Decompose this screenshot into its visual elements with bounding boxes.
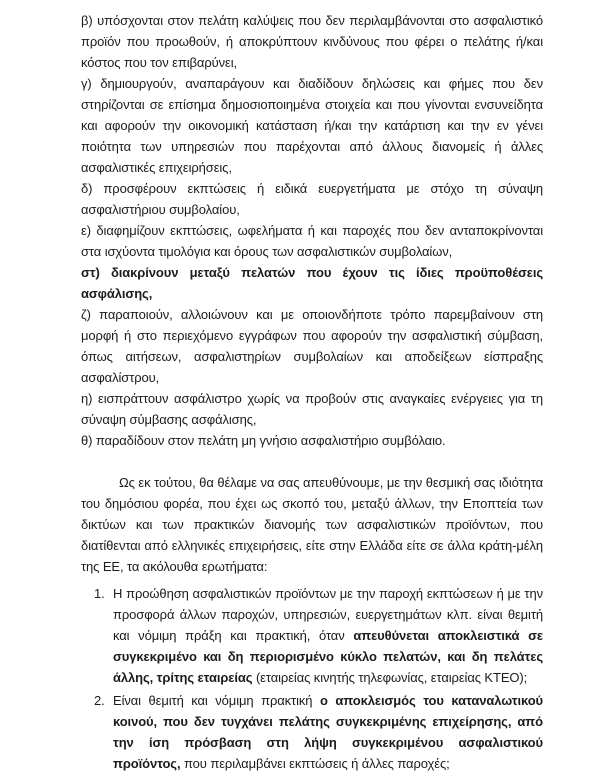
- lettered-paragraphs-section: [81, 10, 543, 577]
- text-segment: Ως εκ τούτου, θα θέλαμε να σας απευθύνουμε, με την θεσμική σας ιδιότητα του δημόσιου φορέα, που έχει ως σκοπό του, μεταξύ άλλων, την Εποπτεία των δικτύων και των πρακτικών διανομής των ασφαλιστικών προϊόντων, που διατίθενται από ελληνικές επιχειρήσεις, είτε στην Ελλάδα είτε σε άλλα κράτη-μέλη της ΕΕ, τα ακόλουθα ερωτήματα:: [81, 475, 543, 574]
- question-2: [94, 690, 543, 774]
- text-segment: ε) διαφημίζουν εκπτώσεις, ωφελήματα ή και παροχές που δεν ανταποκρίνονται στα ισχύοντα τιμολόγια και όρους των ασφαλιστικών συμβολαίων,: [81, 223, 543, 259]
- text-segment: β) υπόσχονται στον πελάτη καλύψεις που δεν περιλαμβάνονται στο ασφαλιστικό προϊόν που προωθούν, ή αποκρύπτουν κινδύνους που φέρει ο πελάτης ή/και κόστος που τον επιβαρύνει,: [81, 13, 543, 70]
- text-segment: Η προώθηση ασφαλιστικών προϊόντων με την παροχή εκπτώσεων ή με την προσφορά άλλων παροχών, υπηρεσιών, ευεργετημάτων κλπ. είναι θεμιτή και νόμιμη πράξη και πρακτική, όταν: [113, 586, 543, 643]
- question-1: [94, 583, 543, 688]
- text-segment: (εταιρείας κινητής τηλεφωνίας, εταιρείας ΚΤΕΟ);: [252, 670, 528, 685]
- para-eta: [81, 388, 543, 430]
- bold-text-segment: απευθύνεται αποκλειστικά σε συγκεκριμένο και δη περιορισμένο κύκλο πελατών, και δη πελάτες άλλης, τρίτης εταιρείας: [113, 628, 543, 685]
- para-zeta: [81, 304, 543, 388]
- para-intro: [81, 472, 543, 577]
- question-number: 1.: [94, 586, 105, 601]
- question-text: [108, 583, 543, 688]
- para-sigmataf: [81, 262, 543, 304]
- text-segment: δ) προσφέρουν εκπτώσεις ή ειδικά ευεργετήματα με στόχο τη σύναψη ασφαλιστήριου συμβολαίου,: [81, 181, 543, 217]
- bold-text-segment: στ) διακρίνουν μεταξύ πελατών που έχουν τις ίδιες προϋποθέσεις ασφάλισης,: [81, 265, 543, 301]
- text-segment: που περιλαμβάνει εκπτώσεις ή άλλες παροχές;: [180, 756, 450, 771]
- para-delta: [81, 178, 543, 220]
- text-segment: γ) δημιουργούν, αναπαράγουν και διαδίδουν δηλώσεις και φήμες που δεν στηρίζονται σε επίσημα δημοσιοποιημένα στοιχεία και που γίνονται ενσυνείδητα και αφορούν την οικονομική κατάσταση ή/και την κατάρτιση και την εν γένει ποιότητα των υπηρεσιών που παρέχονται από άλλους διανομείς ή άλλες ασφαλιστικές επιχειρήσεις,: [81, 76, 543, 175]
- para-gamma: [81, 73, 543, 178]
- numbered-questions-list: [81, 583, 543, 774]
- question-text: [108, 690, 543, 774]
- bold-text-segment: ο αποκλεισμός του καταναλωτικού κοινού, που δεν τυγχάνει πελάτης συγκεκριμένης επιχείρησης, από την ίση πρόσβαση στη λήψη συγκεκριμένου ασφαλιστικού προϊόντος,: [113, 693, 543, 771]
- para-theta: [81, 430, 543, 451]
- text-segment: θ) παραδίδουν στον πελάτη μη γνήσιο ασφαλιστήριο συμβόλαιο.: [81, 433, 446, 448]
- document-text-block: [81, 10, 543, 776]
- text-segment: η) εισπράττουν ασφάλιστρο χωρίς να προβούν στις αναγκαίες ενέργειες για τη σύναψη σύμβασης ασφάλισης,: [81, 391, 543, 427]
- para-beta: [81, 10, 543, 73]
- text-segment: Είναι θεμιτή και νόμιμη πρακτική: [113, 693, 320, 708]
- question-number: 2.: [94, 693, 105, 708]
- para-epsilon: [81, 220, 543, 262]
- text-segment: ζ) παραποιούν, αλλοιώνουν και με οποιονδήποτε τρόπο παρεμβαίνουν στη μορφή ή στο περιεχόμενο εγγράφων που αφορούν την ασφαλιστική σύμβαση, όπως αιτήσεων, ασφαλιστηρίων συμβολαίων και αποδείξεων είσπραξης ασφαλίστρου,: [81, 307, 543, 385]
